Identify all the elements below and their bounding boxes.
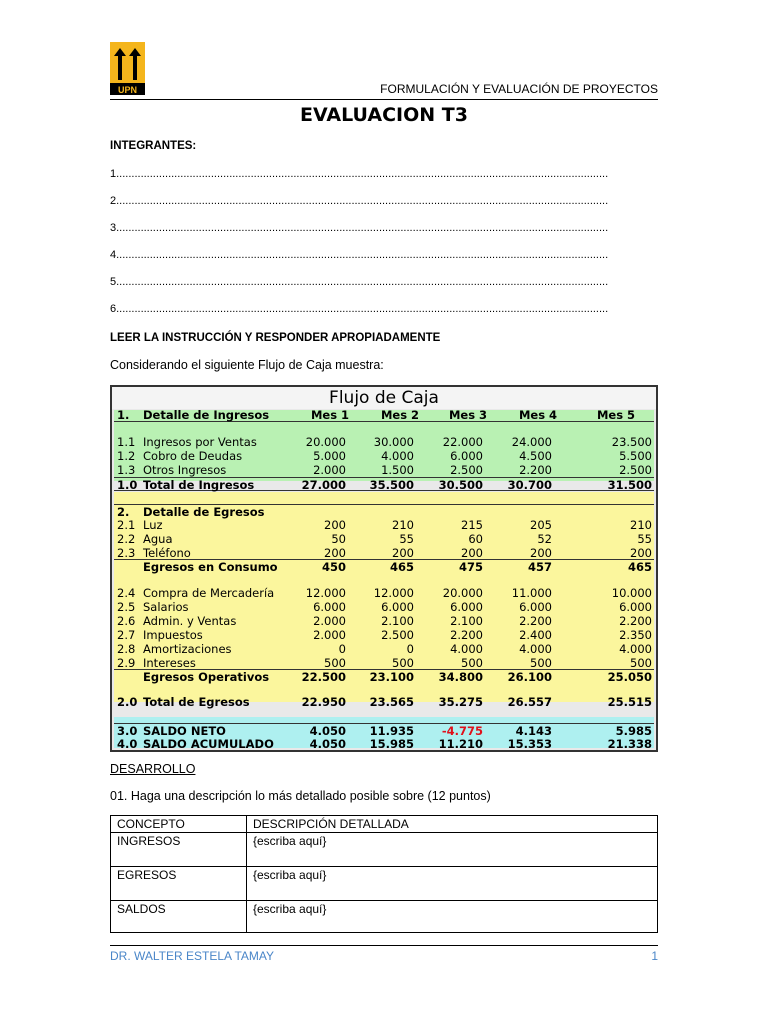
row-value: 4.000	[381, 449, 414, 463]
row-value: 4.050	[309, 737, 346, 751]
row-label: Salarios	[143, 600, 189, 614]
row-value: 6.000	[450, 600, 483, 614]
cash-flow-row	[114, 737, 654, 751]
row-value: 465	[627, 560, 652, 574]
row-value: 200	[630, 546, 652, 560]
row-value: 6.000	[313, 600, 346, 614]
month-header: Mes 1	[310, 408, 350, 422]
row-value: 1.500	[381, 463, 414, 477]
month-header: Mes 4	[518, 408, 558, 422]
row-value: 30.500	[438, 478, 483, 492]
row-value: 500	[392, 656, 414, 670]
row-value: 20.000	[305, 435, 346, 449]
row-label: Admin. y Ventas	[143, 614, 237, 628]
row-label: Otros Ingresos	[143, 463, 227, 477]
month-header: Mes 5	[596, 408, 636, 422]
concept-cell: EGRESOS	[111, 867, 247, 901]
logo-text: UPN	[117, 85, 138, 95]
row-value: 2.000	[313, 614, 346, 628]
row-value: 4.000	[619, 642, 652, 656]
row-label: Compra de Mercadería	[143, 586, 275, 600]
cash-flow-row	[114, 723, 654, 737]
row-number: 2.5	[117, 600, 136, 614]
row-value: 2.400	[519, 628, 552, 642]
question-text: 01. Haga una descripción lo más detallado posible sobre (12 puntos)	[110, 789, 491, 803]
page-number: 1	[651, 949, 658, 963]
table-header-row	[111, 816, 658, 833]
row-value: 2.000	[313, 463, 346, 477]
row-value: 15.985	[369, 737, 414, 751]
integrante-line-2[interactable]: 2.................................................................................................................................................................	[110, 195, 609, 207]
row-value: 2.100	[450, 614, 483, 628]
cash-flow-row	[114, 600, 654, 614]
row-value: 2.500	[619, 463, 652, 477]
row-value: 2.500	[381, 628, 414, 642]
row-value: 23.100	[369, 670, 414, 684]
cash-flow-row	[114, 532, 654, 546]
cash-flow-row	[114, 449, 654, 463]
page-title: EVALUACION T3	[300, 104, 468, 126]
row-label: Luz	[143, 518, 163, 532]
row-value: 6.000	[619, 600, 652, 614]
cash-flow-row	[114, 656, 654, 670]
row-label: Egresos en Consumo	[143, 560, 278, 574]
cash-flow-row	[114, 614, 654, 628]
row-value: 500	[461, 656, 483, 670]
row-value: 27.000	[301, 478, 346, 492]
integrantes-label: INTEGRANTES:	[110, 140, 197, 152]
concept-cell: INGRESOS	[111, 833, 247, 867]
row-value: 200	[530, 546, 552, 560]
row-label: Impuestos	[143, 628, 203, 642]
row-value: 25.050	[607, 670, 652, 684]
row-value: 200	[461, 546, 483, 560]
row-value: 22.950	[301, 695, 346, 709]
integrante-line-5[interactable]: 5.................................................................................................................................................................	[110, 276, 609, 288]
table-row	[111, 901, 658, 933]
row-value: 4.000	[519, 642, 552, 656]
row-value: 24.000	[511, 435, 552, 449]
row-label: SALDO NETO	[143, 724, 226, 738]
row-value: 25.515	[607, 695, 652, 709]
row-label: SALDO ACUMULADO	[143, 737, 274, 751]
row-number: 2.6	[117, 614, 136, 628]
row-value: 465	[389, 560, 414, 574]
row-value: 500	[530, 656, 552, 670]
description-table	[110, 815, 658, 933]
row-value: 20.000	[442, 586, 483, 600]
cash-flow-row	[114, 518, 654, 532]
row-value: 4.143	[515, 724, 552, 738]
integrante-line-3[interactable]: 3.................................................................................................................................................................	[110, 222, 609, 234]
row-value: 35.500	[369, 478, 414, 492]
description-input[interactable]: {escriba aquí}	[247, 833, 658, 867]
description-input[interactable]: {escriba aquí}	[247, 901, 658, 933]
row-number: 1.	[117, 408, 130, 422]
row-value: 23.500	[611, 435, 652, 449]
row-number: 2.	[117, 505, 130, 519]
row-value: 2.200	[619, 614, 652, 628]
row-number: 3.0	[117, 724, 138, 738]
cash-flow-row	[114, 628, 654, 642]
row-value: 4.500	[519, 449, 552, 463]
row-number: 1.0	[117, 478, 138, 492]
row-number: 2.7	[117, 628, 136, 642]
row-value: 15.353	[507, 737, 552, 751]
row-value: 450	[321, 560, 346, 574]
row-number: 2.9	[117, 656, 136, 670]
cash-flow-table	[110, 385, 658, 752]
row-value: 200	[392, 546, 414, 560]
row-number: 1.2	[117, 449, 136, 463]
row-value: 22.000	[442, 435, 483, 449]
row-number: 2.4	[117, 586, 136, 600]
row-value: 55	[637, 532, 652, 546]
row-number: 2.8	[117, 642, 136, 656]
row-value: 0	[406, 642, 414, 656]
row-value: 31.500	[607, 478, 652, 492]
row-number: 1.3	[117, 463, 136, 477]
row-label: Agua	[143, 532, 173, 546]
row-value: 5.500	[619, 449, 652, 463]
description-input[interactable]: {escriba aquí}	[247, 867, 658, 901]
row-label: Intereses	[143, 656, 196, 670]
row-value: 5.000	[313, 449, 346, 463]
row-value: 12.000	[305, 586, 346, 600]
row-value: 30.000	[373, 435, 414, 449]
row-value: 200	[324, 518, 346, 532]
row-value: 55	[399, 532, 414, 546]
row-value: 210	[392, 518, 414, 532]
row-value: 6.000	[450, 449, 483, 463]
row-value: 2.200	[450, 628, 483, 642]
row-value: 215	[461, 518, 483, 532]
row-label: Total de Ingresos	[143, 478, 255, 492]
integrante-line-4[interactable]: 4.................................................................................................................................................................	[110, 249, 609, 261]
row-label: Teléfono	[143, 546, 191, 560]
header-divider	[110, 99, 658, 100]
row-label: Amortizaciones	[143, 642, 232, 656]
row-value: 4.000	[450, 642, 483, 656]
row-value: 2.200	[519, 614, 552, 628]
month-header: Mes 3	[448, 408, 488, 422]
row-label: Ingresos por Ventas	[143, 435, 257, 449]
intro-text: Considerando el siguiente Flujo de Caja muestra:	[110, 358, 384, 372]
concept-cell: SALDOS	[111, 901, 247, 933]
cash-flow-row	[114, 435, 654, 449]
row-value: 6.000	[381, 600, 414, 614]
row-value: 2.200	[519, 463, 552, 477]
row-value: 210	[630, 518, 652, 532]
row-value: -4.775	[441, 724, 483, 738]
row-value: 22.500	[301, 670, 346, 684]
row-value: 2.350	[619, 628, 652, 642]
row-value: 4.050	[309, 724, 346, 738]
integrante-line-1[interactable]: 1.................................................................................................................................................................	[110, 168, 609, 180]
desarrollo-heading: DESARROLLO	[110, 762, 196, 776]
row-value: 200	[324, 546, 346, 560]
cash-flow-row	[114, 504, 654, 518]
row-value: 500	[324, 656, 346, 670]
row-value: 35.275	[438, 695, 483, 709]
row-value: 26.100	[507, 670, 552, 684]
row-value: 23.565	[369, 695, 414, 709]
row-value: 11.935	[369, 724, 414, 738]
row-value: 205	[530, 518, 552, 532]
row-number: 2.2	[117, 532, 136, 546]
integrante-line-6[interactable]: 6.................................................................................................................................................................	[110, 303, 609, 315]
row-number: 1.1	[117, 435, 136, 449]
row-value: 52	[537, 532, 552, 546]
row-number: 2.3	[117, 546, 136, 560]
row-label: Cobro de Deudas	[143, 449, 243, 463]
cash-flow-title: Flujo de Caja	[112, 387, 656, 409]
row-value: 10.000	[611, 586, 652, 600]
row-label: Egresos Operativos	[143, 670, 270, 684]
instruction-text: LEER LA INSTRUCCIÓN Y RESPONDER APROPIADAMENTE	[110, 332, 441, 344]
row-value: 475	[458, 560, 483, 574]
row-number: 2.0	[117, 695, 138, 709]
row-value: 2.500	[450, 463, 483, 477]
row-label: Total de Egresos	[143, 695, 250, 709]
header-descripcion: DESCRIPCIÓN DETALLADA	[247, 816, 658, 833]
cash-flow-row	[114, 559, 654, 573]
row-value: 30.700	[507, 478, 552, 492]
row-value: 26.557	[507, 695, 552, 709]
header-concepto: CONCEPTO	[111, 816, 247, 833]
row-label: Detalle de Ingresos	[143, 408, 270, 422]
row-value: 11.210	[438, 737, 483, 751]
row-value: 2.000	[313, 628, 346, 642]
footer-divider	[110, 945, 658, 946]
cash-flow-row	[114, 463, 654, 477]
row-value: 60	[468, 532, 483, 546]
row-value: 11.000	[511, 586, 552, 600]
row-label: Detalle de Egresos	[143, 505, 265, 519]
row-value: 12.000	[373, 586, 414, 600]
table-row	[111, 867, 658, 901]
month-header: Mes 2	[380, 408, 420, 422]
row-value: 34.800	[438, 670, 483, 684]
row-value: 2.100	[381, 614, 414, 628]
cash-flow-row	[114, 586, 654, 600]
row-value: 457	[527, 560, 552, 574]
cash-flow-row	[114, 546, 654, 560]
row-value: 5.985	[615, 724, 652, 738]
row-value: 500	[630, 656, 652, 670]
course-title: FORMULACIÓN Y EVALUACIÓN DE PROYECTOS	[380, 82, 658, 96]
cash-flow-row	[114, 477, 654, 491]
cash-flow-row	[114, 695, 654, 709]
cash-flow-row	[114, 642, 654, 656]
row-value: 0	[338, 642, 346, 656]
cash-flow-row	[114, 408, 654, 422]
row-number: 2.1	[117, 518, 136, 532]
row-number: 4.0	[117, 737, 138, 751]
table-row	[111, 833, 658, 867]
row-value: 6.000	[519, 600, 552, 614]
footer-author: DR. WALTER ESTELA TAMAY	[110, 949, 275, 963]
row-value: 21.338	[607, 737, 652, 751]
row-value: 50	[331, 532, 346, 546]
cash-flow-row	[114, 669, 654, 683]
